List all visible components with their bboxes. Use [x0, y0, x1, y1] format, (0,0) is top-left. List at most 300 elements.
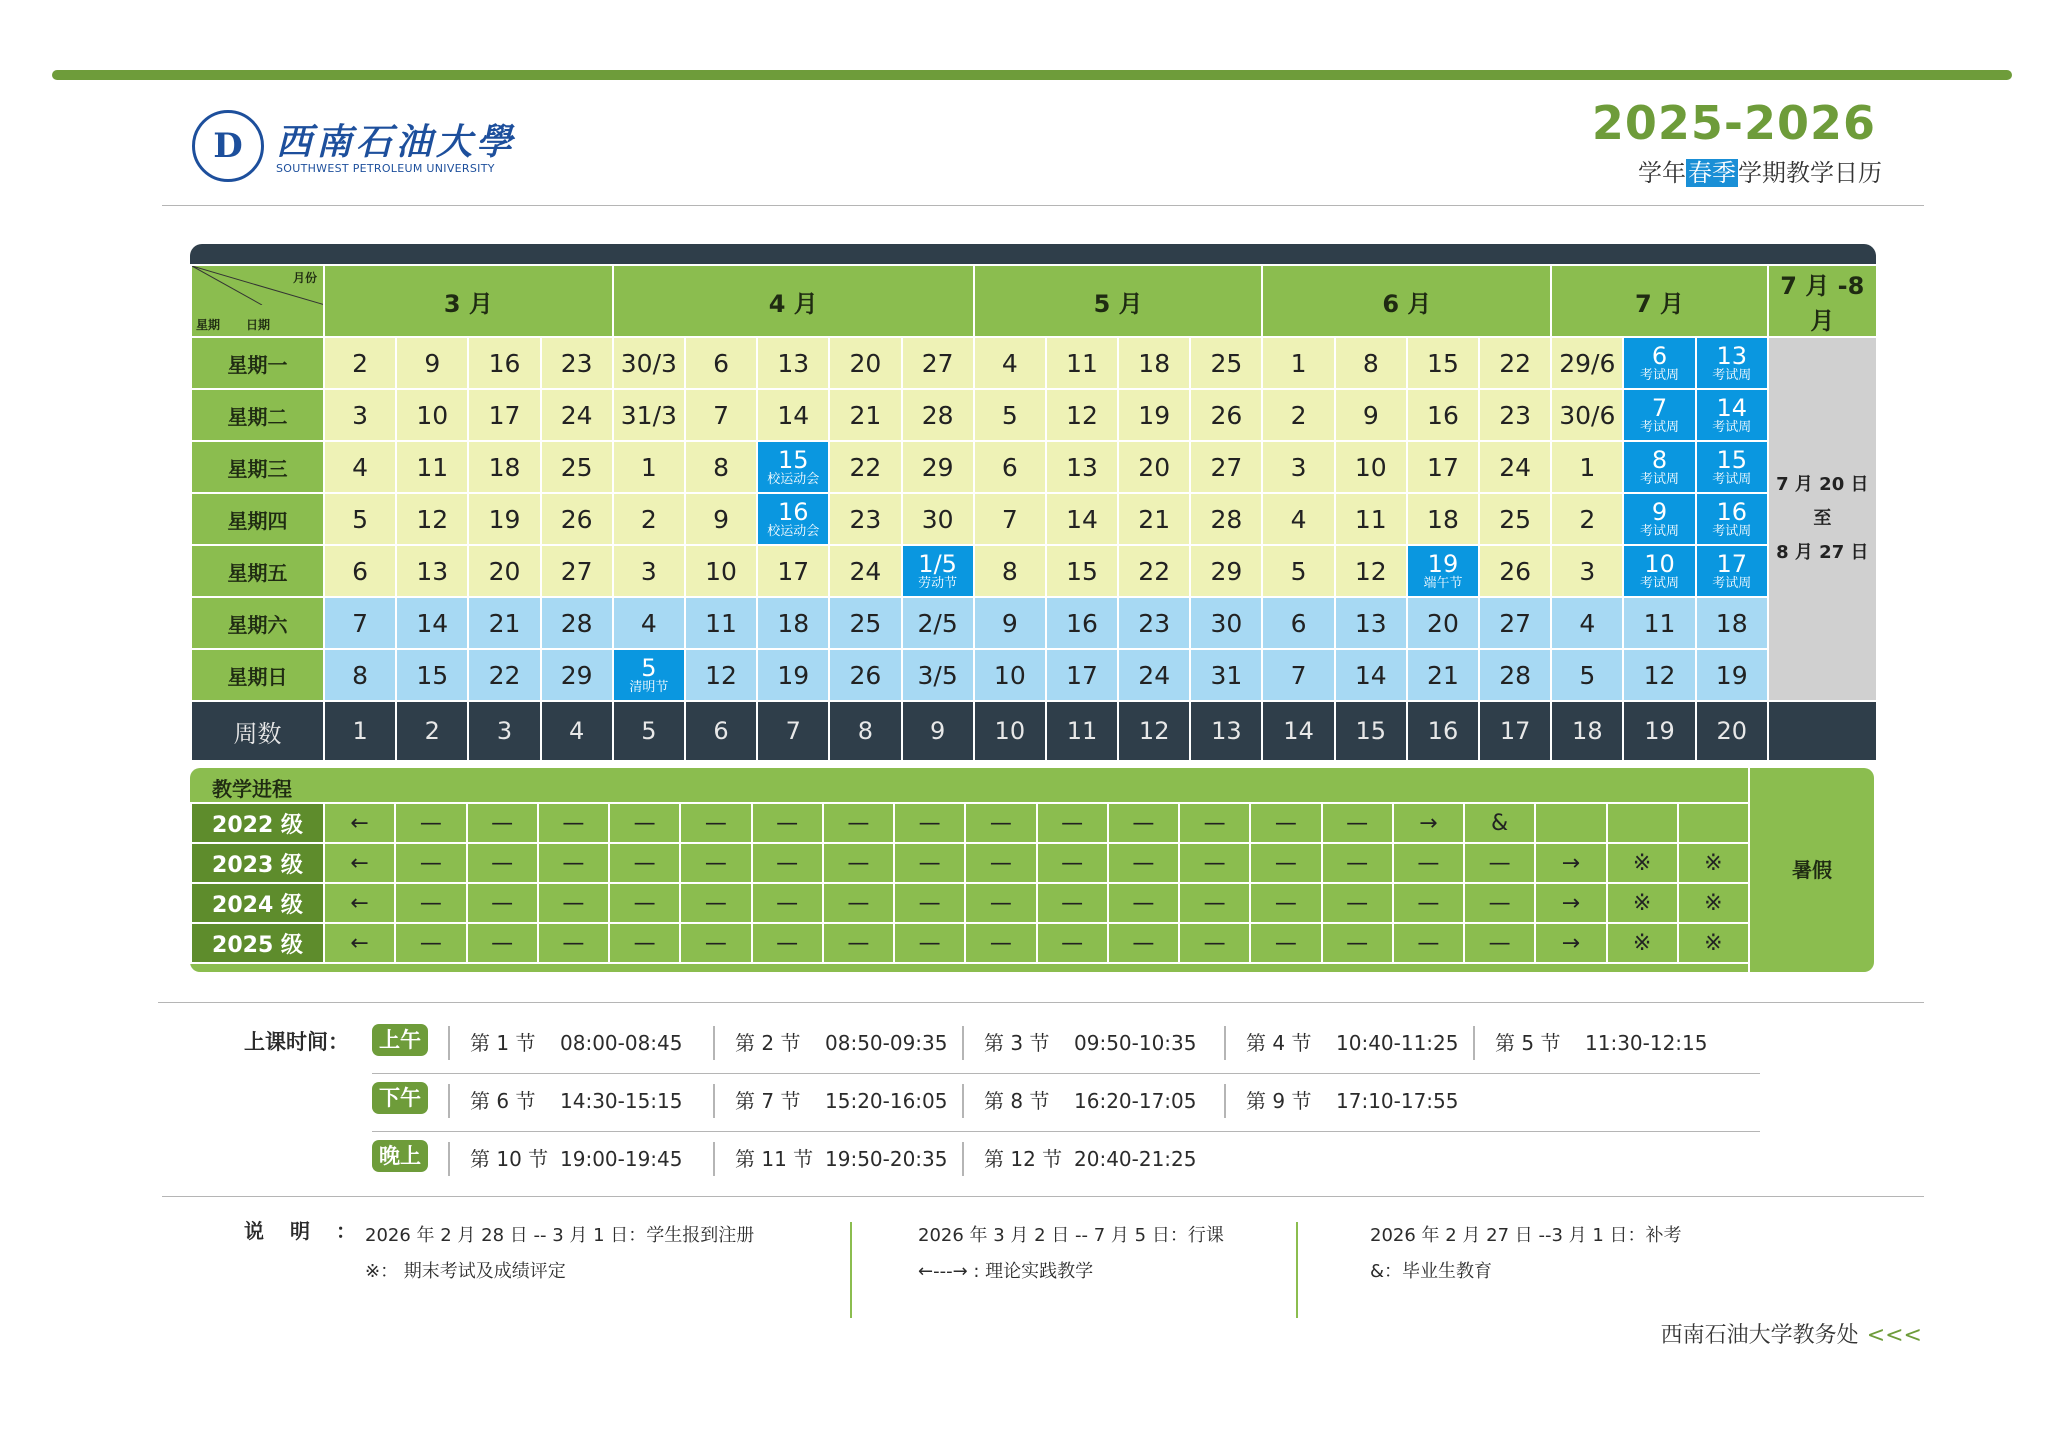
- period-time: 09:50-10:35: [1074, 1031, 1197, 1055]
- calendar-date-cell: 26: [541, 493, 613, 545]
- calendar-date-cell: 13: [1335, 597, 1407, 649]
- calendar-date-cell: 31/3: [613, 389, 685, 441]
- calendar-date-cell: 7: [324, 597, 396, 649]
- calendar-date-cell: 6: [1262, 597, 1334, 649]
- footer-office: 西南石油大学教务处 <<<: [1660, 1323, 1922, 1348]
- week-number: 7: [757, 701, 829, 761]
- calendar-date-cell: 24: [1479, 441, 1551, 493]
- period-number: 第 1 节: [470, 1031, 536, 1055]
- calendar-date-cell: 6: [685, 337, 757, 389]
- progress-cell: —: [1179, 843, 1250, 883]
- calendar-event-cell: [1696, 493, 1768, 545]
- progress-cell: —: [1108, 803, 1179, 843]
- progress-cell: —: [1179, 923, 1250, 963]
- progress-cell: —: [1108, 923, 1179, 963]
- progress-cell: —: [1393, 843, 1464, 883]
- calendar-date-cell: 25: [829, 597, 901, 649]
- calendar-date-cell: 9: [685, 493, 757, 545]
- event-label: 考试周: [1712, 420, 1752, 435]
- calendar-date-cell: 31: [1190, 649, 1262, 701]
- event-label: 考试周: [1712, 576, 1752, 591]
- calendar-date-cell: 19: [468, 493, 540, 545]
- calendar-date-cell: 19: [1118, 389, 1190, 441]
- progress-cell: —: [1037, 923, 1108, 963]
- class-period: [448, 1142, 683, 1176]
- progress-cell: →: [1535, 843, 1606, 883]
- class-period: [713, 1142, 948, 1176]
- period-number: 第 9 节: [1246, 1089, 1312, 1113]
- schedule-row-divider: [372, 1073, 1760, 1074]
- calendar-event-cell: [1696, 545, 1768, 597]
- period-time: 20:40-21:25: [1074, 1147, 1197, 1171]
- calendar-date-cell: 23: [541, 337, 613, 389]
- progress-cell: —: [1464, 843, 1535, 883]
- calendar-date-cell: 25: [541, 441, 613, 493]
- progress-cell: —: [395, 883, 466, 923]
- progress-cell: ※: [1607, 883, 1678, 923]
- calendar-date-cell: 24: [541, 389, 613, 441]
- calendar-date-cell: 23: [829, 493, 901, 545]
- event-date: 10: [1644, 550, 1675, 578]
- calendar-date-cell: 26: [1479, 545, 1551, 597]
- month-header: 5 月: [974, 265, 1263, 337]
- week-number: 8: [829, 701, 901, 761]
- month-header: 7 月 -8 月: [1768, 265, 1877, 337]
- weekday-label: 星期一: [191, 337, 324, 389]
- weekday-label: 星期五: [191, 545, 324, 597]
- class-period: [962, 1026, 1197, 1060]
- progress-cell: —: [467, 883, 538, 923]
- progress-cell: —: [1179, 803, 1250, 843]
- event-date: 1/5: [918, 550, 957, 578]
- class-period: [962, 1142, 1197, 1176]
- calendar-date-cell: 22: [1479, 337, 1551, 389]
- calendar-date-cell: 2: [1551, 493, 1623, 545]
- period-number: 第 8 节: [984, 1089, 1050, 1113]
- corner-label-weekday: 星期: [196, 318, 221, 332]
- calendar-date-cell: 27: [902, 337, 974, 389]
- calendar-date-cell: 9: [1335, 389, 1407, 441]
- calendar-date-cell: 10: [685, 545, 757, 597]
- progress-cell: &: [1464, 803, 1535, 843]
- calendar-date-cell: 4: [974, 337, 1046, 389]
- calendar-date-cell: 6: [324, 545, 396, 597]
- calendar-date-cell: 17: [468, 389, 540, 441]
- progress-cell: —: [395, 843, 466, 883]
- period-number: 第 4 节: [1246, 1031, 1312, 1055]
- period-time: 16:20-17:05: [1074, 1089, 1197, 1113]
- event-label: 校运动会: [767, 472, 820, 487]
- progress-cell: —: [965, 883, 1036, 923]
- progress-cell: ※: [1607, 843, 1678, 883]
- progress-cell: —: [1250, 843, 1321, 883]
- progress-cell: —: [467, 923, 538, 963]
- progress-cell: —: [395, 923, 466, 963]
- week-number: 3: [468, 701, 540, 761]
- event-label: 校运动会: [767, 524, 820, 539]
- calendar-date-cell: 21: [1118, 493, 1190, 545]
- calendar-date-cell: 18: [757, 597, 829, 649]
- progress-cell: ※: [1678, 923, 1749, 963]
- calendar-date-cell: 3: [613, 545, 685, 597]
- progress-cell: —: [609, 883, 680, 923]
- schedule-label: 上课时间：: [244, 1030, 349, 1054]
- class-period: [448, 1084, 683, 1118]
- calendar-event-cell: [1407, 545, 1479, 597]
- calendar-date-cell: 20: [1407, 597, 1479, 649]
- progress-cell: —: [823, 923, 894, 963]
- progress-cell: —: [752, 923, 823, 963]
- calendar-date-cell: 23: [1118, 597, 1190, 649]
- period-time: 08:50-09:35: [825, 1031, 948, 1055]
- calendar-date-cell: 28: [902, 389, 974, 441]
- week-number: 13: [1190, 701, 1262, 761]
- event-date: 19: [1427, 550, 1459, 578]
- event-label: 考试周: [1712, 368, 1752, 383]
- week-number: 6: [685, 701, 757, 761]
- progress-cell: —: [1250, 923, 1321, 963]
- weekday-label: 星期日: [191, 649, 324, 701]
- week-number: 19: [1623, 701, 1695, 761]
- calendar-date-cell: 11: [1335, 493, 1407, 545]
- period-pill: 下午: [372, 1082, 428, 1114]
- progress-cell: ※: [1678, 883, 1749, 923]
- academic-year: 2025-2026: [1591, 96, 1876, 150]
- university-logo: [192, 110, 522, 184]
- progress-cell: —: [680, 843, 751, 883]
- period-time: 14:30-15:15: [560, 1089, 683, 1113]
- progress-cell: —: [1037, 803, 1108, 843]
- calendar-date-cell: 30: [902, 493, 974, 545]
- calendar-date-cell: 15: [396, 649, 468, 701]
- calendar-date-cell: 3: [1262, 441, 1334, 493]
- month-header: 4 月: [613, 265, 974, 337]
- event-label: 端午节: [1423, 576, 1463, 591]
- progress-cell: —: [1322, 803, 1393, 843]
- calendar-date-cell: 9: [974, 597, 1046, 649]
- event-date: 6: [1651, 342, 1668, 370]
- calendar-date-cell: 20: [1118, 441, 1190, 493]
- period-number: 第 2 节: [735, 1031, 801, 1055]
- class-period: [1224, 1084, 1459, 1118]
- week-number: 14: [1262, 701, 1334, 761]
- calendar-event-cell: [757, 493, 829, 545]
- university-emblem-icon: D: [192, 110, 264, 182]
- progress-cell: —: [395, 803, 466, 843]
- calendar-date-cell: 14: [396, 597, 468, 649]
- calendar-date-cell: 3: [324, 389, 396, 441]
- event-date: 9: [1651, 498, 1668, 526]
- period-time: 10:40-11:25: [1336, 1031, 1459, 1055]
- progress-cell: —: [680, 803, 751, 843]
- progress-cell: —: [467, 843, 538, 883]
- calendar-date-cell: 4: [1551, 597, 1623, 649]
- event-label: 考试周: [1640, 420, 1680, 435]
- weekday-label: 星期四: [191, 493, 324, 545]
- calendar-date-cell: 1: [1262, 337, 1334, 389]
- calendar-date-cell: 21: [468, 597, 540, 649]
- notes-label: 说明：: [244, 1219, 382, 1243]
- notes-separator: [1296, 1222, 1298, 1318]
- event-label: 考试周: [1640, 368, 1680, 383]
- schedule-divider-top: [158, 1002, 1924, 1003]
- calendar-date-cell: 20: [829, 337, 901, 389]
- progress-cell: —: [752, 843, 823, 883]
- progress-cell: —: [1322, 883, 1393, 923]
- week-number-label: 周数: [191, 701, 324, 761]
- event-date: 16: [777, 498, 809, 526]
- calendar-date-cell: 30: [1190, 597, 1262, 649]
- progress-cell: ←: [324, 803, 395, 843]
- notes-separator: [850, 1222, 852, 1318]
- calendar-date-cell: 10: [1335, 441, 1407, 493]
- cohort-label: 2025 级: [191, 923, 324, 963]
- event-date: 13: [1716, 342, 1747, 370]
- note-registration: 2026 年 2 月 28 日 -- 3 月 1 日：学生报到注册: [365, 1225, 755, 1246]
- calendar-date-cell: 28: [541, 597, 613, 649]
- calendar-date-cell: 5: [1551, 649, 1623, 701]
- progress-cell: —: [894, 883, 965, 923]
- calendar-event-cell: [1623, 545, 1695, 597]
- calendar-date-cell: 16: [1046, 597, 1118, 649]
- calendar-event-cell: [613, 649, 685, 701]
- event-date: 8: [1651, 446, 1668, 474]
- event-label: 劳动节: [918, 576, 958, 591]
- calendar-date-cell: 8: [685, 441, 757, 493]
- calendar-date-cell: 24: [1118, 649, 1190, 701]
- calendar-date-cell: 11: [1046, 337, 1118, 389]
- progress-cell: —: [680, 883, 751, 923]
- corner-label-month: 月份: [292, 271, 317, 285]
- progress-cell: ←: [324, 923, 395, 963]
- week-number: 5: [613, 701, 685, 761]
- period-time: 17:10-17:55: [1336, 1089, 1459, 1113]
- progress-cell: —: [609, 843, 680, 883]
- week-number: 15: [1335, 701, 1407, 761]
- week-number: 20: [1696, 701, 1768, 761]
- calendar-date-cell: 29: [541, 649, 613, 701]
- progress-cell: —: [965, 843, 1036, 883]
- progress-cell: —: [1108, 843, 1179, 883]
- note-graduate-symbol: &：毕业生教育: [1370, 1261, 1493, 1282]
- calendar-event-cell: [1623, 337, 1695, 389]
- progress-cell: —: [680, 923, 751, 963]
- calendar-date-cell: 11: [396, 441, 468, 493]
- period-number: 第 3 节: [984, 1031, 1050, 1055]
- progress-cell: ←: [324, 883, 395, 923]
- note-makeup-exam: 2026 年 2 月 27 日 --3 月 1 日：补考: [1370, 1225, 1682, 1246]
- week-number: 12: [1118, 701, 1190, 761]
- month-header: 3 月: [324, 265, 613, 337]
- calendar-date-cell: 2: [1262, 389, 1334, 441]
- week-number: 11: [1046, 701, 1118, 761]
- calendar-date-cell: 7: [1262, 649, 1334, 701]
- weekday-label: 星期六: [191, 597, 324, 649]
- calendar-date-cell: 4: [613, 597, 685, 649]
- calendar-date-cell: 2: [324, 337, 396, 389]
- university-name-cn: 西南石油大學: [276, 121, 517, 163]
- calendar-date-cell: 21: [829, 389, 901, 441]
- period-number: 第 10 节: [470, 1147, 549, 1171]
- month-header: 6 月: [1262, 265, 1551, 337]
- calendar-event-cell: [1696, 389, 1768, 441]
- top-accent-bar: [52, 70, 2012, 80]
- calendar-date-cell: 27: [1479, 597, 1551, 649]
- calendar-date-cell: 3: [1551, 545, 1623, 597]
- university-name-en: SOUTHWEST PETROLEUM UNIVERSITY: [276, 162, 495, 175]
- calendar-date-cell: 1: [1551, 441, 1623, 493]
- calendar-date-cell: 14: [1335, 649, 1407, 701]
- corner-label-date: 日期: [246, 318, 271, 332]
- calendar-date-cell: 4: [1262, 493, 1334, 545]
- calendar-date-cell: 19: [757, 649, 829, 701]
- calendar-date-cell: 26: [1190, 389, 1262, 441]
- calendar-date-cell: 7: [685, 389, 757, 441]
- note-classes: 2026 年 3 月 2 日 -- 7 月 5 日：行课: [918, 1225, 1224, 1246]
- event-label: 考试周: [1640, 472, 1680, 487]
- progress-cell: —: [1108, 883, 1179, 923]
- calendar-date-cell: 10: [974, 649, 1046, 701]
- class-period: [713, 1026, 948, 1060]
- weekday-label: 星期三: [191, 441, 324, 493]
- calendar-event-cell: [757, 441, 829, 493]
- calendar-subtitle: 学年春季学期教学日历: [1638, 159, 1882, 187]
- progress-cell: —: [965, 923, 1036, 963]
- progress-title: 教学进程: [212, 777, 292, 801]
- summer-period-line: 至: [1813, 508, 1832, 529]
- progress-cell: —: [538, 843, 609, 883]
- calendar-date-cell: 12: [1335, 545, 1407, 597]
- event-date: 15: [1716, 446, 1747, 474]
- calendar-date-cell: 29/6: [1551, 337, 1623, 389]
- calendar-date-cell: 18: [468, 441, 540, 493]
- event-label: 考试周: [1640, 524, 1680, 539]
- progress-cell: —: [467, 803, 538, 843]
- calendar-date-cell: 12: [1623, 649, 1695, 701]
- progress-cell: —: [538, 883, 609, 923]
- period-pill: 上午: [372, 1024, 428, 1056]
- calendar-event-cell: [1696, 337, 1768, 389]
- progress-cell: ※: [1678, 843, 1749, 883]
- event-date: 14: [1716, 394, 1747, 422]
- event-date: 7: [1651, 394, 1668, 422]
- calendar-date-cell: 2: [613, 493, 685, 545]
- progress-cell: —: [609, 923, 680, 963]
- progress-cell: —: [1393, 883, 1464, 923]
- calendar-table: [190, 264, 1878, 762]
- class-period: [713, 1084, 948, 1118]
- calendar-date-cell: 20: [468, 545, 540, 597]
- calendar-date-cell: 4: [324, 441, 396, 493]
- progress-cell: —: [538, 923, 609, 963]
- calendar-date-cell: 8: [324, 649, 396, 701]
- period-number: 第 5 节: [1495, 1031, 1561, 1055]
- calendar-date-cell: 5: [1262, 545, 1334, 597]
- week-number: 9: [902, 701, 974, 761]
- week-number: 18: [1551, 701, 1623, 761]
- progress-cell: —: [1464, 923, 1535, 963]
- calendar-date-cell: 14: [757, 389, 829, 441]
- progress-cell: —: [1322, 923, 1393, 963]
- header-divider: [162, 205, 1924, 206]
- progress-cell: [1535, 803, 1606, 843]
- calendar-event-cell: [902, 545, 974, 597]
- progress-cell: ※: [1607, 923, 1678, 963]
- class-period: [962, 1084, 1197, 1118]
- cohort-label: 2023 级: [191, 843, 324, 883]
- progress-cell: —: [752, 883, 823, 923]
- calendar-date-cell: 7: [974, 493, 1046, 545]
- period-number: 第 6 节: [470, 1089, 536, 1113]
- calendar-date-cell: 13: [757, 337, 829, 389]
- progress-cell: ←: [324, 843, 395, 883]
- calendar-date-cell: 13: [1046, 441, 1118, 493]
- calendar-date-cell: 9: [396, 337, 468, 389]
- calendar-date-cell: 5: [324, 493, 396, 545]
- calendar-date-cell: 5: [974, 389, 1046, 441]
- calendar-event-cell: [1623, 493, 1695, 545]
- calendar-date-cell: 15: [1407, 337, 1479, 389]
- summer-period-cell: [1768, 337, 1877, 701]
- calendar-date-cell: 23: [1479, 389, 1551, 441]
- progress-cell: —: [1179, 883, 1250, 923]
- cohort-label: 2024 级: [191, 883, 324, 923]
- calendar-date-cell: 15: [1046, 545, 1118, 597]
- calendar-date-cell: 12: [1046, 389, 1118, 441]
- calendar-date-cell: 21: [1407, 649, 1479, 701]
- calendar-date-cell: 27: [1190, 441, 1262, 493]
- progress-cell: —: [1037, 883, 1108, 923]
- period-pill: 晚上: [372, 1140, 428, 1172]
- event-label: 考试周: [1640, 576, 1680, 591]
- calendar-date-cell: 10: [396, 389, 468, 441]
- period-number: 第 11 节: [735, 1147, 814, 1171]
- calendar-event-cell: [1696, 441, 1768, 493]
- period-number: 第 7 节: [735, 1089, 801, 1113]
- week-number: 2: [396, 701, 468, 761]
- calendar-date-cell: 6: [974, 441, 1046, 493]
- progress-cell: —: [965, 803, 1036, 843]
- calendar-date-cell: 17: [757, 545, 829, 597]
- period-time: 15:20-16:05: [825, 1089, 948, 1113]
- progress-cell: —: [1322, 843, 1393, 883]
- calendar-date-cell: 22: [829, 441, 901, 493]
- progress-cell: —: [609, 803, 680, 843]
- progress-cell: —: [823, 883, 894, 923]
- calendar-date-cell: 13: [396, 545, 468, 597]
- weekday-label: 星期二: [191, 389, 324, 441]
- calendar-date-cell: 29: [902, 441, 974, 493]
- progress-cell: —: [1037, 843, 1108, 883]
- period-time: 19:50-20:35: [825, 1147, 948, 1171]
- notes-divider: [162, 1196, 1924, 1197]
- progress-cell: —: [1464, 883, 1535, 923]
- calendar-date-cell: 30/6: [1551, 389, 1623, 441]
- class-period: [1473, 1026, 1708, 1060]
- progress-cell: —: [1250, 883, 1321, 923]
- summer-period-line: 7 月 20 日: [1776, 474, 1869, 495]
- calendar-date-cell: 26: [829, 649, 901, 701]
- progress-cell: →: [1535, 883, 1606, 923]
- progress-cell: →: [1535, 923, 1606, 963]
- progress-cell: [1678, 803, 1749, 843]
- calendar-event-cell: [1623, 389, 1695, 441]
- calendar-date-cell: 12: [685, 649, 757, 701]
- calendar-date-cell: 12: [396, 493, 468, 545]
- calendar-date-cell: 3/5: [902, 649, 974, 701]
- calendar-date-cell: 11: [685, 597, 757, 649]
- progress-cell: —: [823, 803, 894, 843]
